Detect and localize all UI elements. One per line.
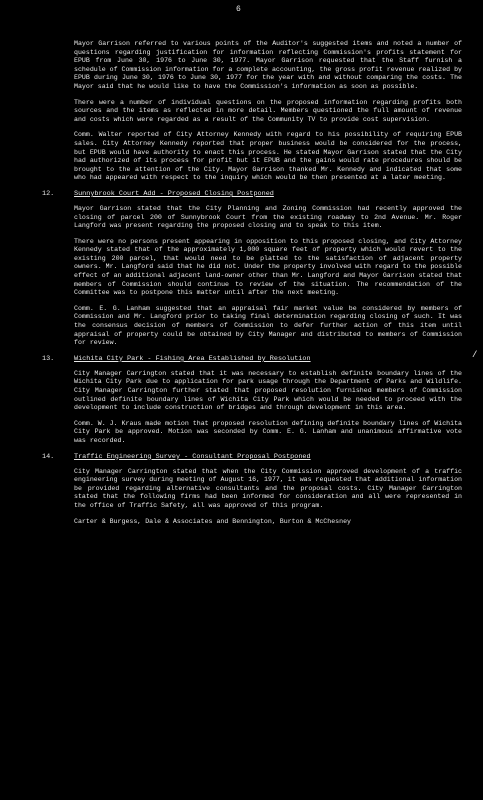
page-number: 6	[236, 5, 241, 14]
agenda-item-number: 12.	[42, 189, 55, 198]
agenda-item-heading	[18, 453, 468, 462]
body-paragraph: Comm. E. G. Lanham suggested that an appraisal fair market value be considered by members of Commission and Mr. Langford prior to taking final determination regarding closing of such. It was the consensus decision of members of Commission to defer further action of this item until appraisal of property could be obtained by City Manager and distributed to members of Commission for review.	[74, 304, 462, 347]
margin-mark: /	[472, 350, 478, 360]
agenda-item-title: Sunnybrook Court Add - Proposed Closing Postponed	[74, 189, 274, 198]
body-paragraph: City Manager Carrington stated that when the City Commission approved development of a traffic engineering survey during meeting of August 16, 1977, it was requested that additional information be provided regarding alternative consultants and the proposal costs. City Manager Carrington stated that the following firms had been informed for consideration and all were represented in the office of Traffic Safety, all was approved of this program.	[74, 467, 462, 509]
agenda-item-number: 14.	[42, 452, 55, 461]
body-paragraph: City Manager Carrington stated that it was necessary to establish definite boundary lines of the Wichita City Park due to application for park usage through the Department of Parks and Wildlife. City Manager Carrington further stated that proposed resolution furnished members of Commission outlined definite boundary lines of Wichita City Park which would be needed to proceed with the development to include construction of bridges and through development in this area.	[74, 369, 462, 412]
body-paragraph: Carter & Burgess, Dale & Associates and Bennington, Burton & McChesney	[74, 517, 351, 525]
body-paragraph: Comm. W. J. Kraus made motion that proposed resolution defining definite boundary lines of Wichita City Park be approved. Motion was seconded by Comm. E. G. Lanham and unanimous affirmative vote was recorded.	[74, 419, 462, 444]
body-paragraph: There were a number of individual questions on the proposed information regarding profits both sources and the items as reflected in more detail. Members questioned the full amount of revenue and costs which were regarded as a result of the Community TV to provide cost supervision.	[74, 98, 462, 123]
body-paragraph: Mayor Garrison stated that the City Planning and Zoning Commission had recently approved the closing of parcel 200 of Sunnybrook Court from the existing roadway to 2nd Avenue. Mr. Roger Langford was present regarding the proposed closing and to speak to this item.	[74, 204, 462, 230]
agenda-item-title: Wichita City Park - Fishing Area Established by Resolution	[74, 354, 311, 363]
document-body	[18, 40, 468, 533]
agenda-item-heading	[18, 190, 468, 199]
agenda-item-title: Traffic Engineering Survey - Consultant Proposal Postponed	[74, 452, 311, 461]
agenda-item-heading	[18, 355, 468, 364]
body-paragraph: Mayor Garrison referred to various points of the Auditor's suggested items and noted a number of questions regarding justification for information reflecting Commission's profits statement for EPUB from June 30, 1976 to June 30, 1977. Mayor Garrison requested that the Staff furnish a schedule of Commission information for a complete accounting, the gross profit revenue realized by EPUB during June 30, 1976 to June 30, 1977 for the year with and without comparing the costs. The Mayor said that he would like to have the Commission's information as soon as possible.	[74, 40, 462, 90]
body-paragraph: Comm. Walter reported of City Attorney Kennedy with regard to his possibility of requiring EPUB sales. City Attorney Kennedy reported that proper business would be considered for the process, but EPUB would have authority to enact this process. He stated Mayor Garrison stated that the City had authorized of its process for profit but it EPUB and the gains would rate procedures should be brought to the attention of the City. Mayor Garrison thanked Mr. Kennedy and indicated that some who had appeared with respect to the inquiry which would be then presented at a later meeting.	[74, 131, 462, 182]
agenda-item-number: 13.	[42, 354, 55, 363]
body-paragraph: There were no persons present appearing in opposition to this proposed closing, and City Attorney Kennedy stated that of the approximately 1,000 square feet of property which would revert to the existing 200 parcel, that would need to be platted to the satisfaction of adjacent property owners. Mr. Langford said that he did not. Under the property involved with regard to the possible effect of an additional adjacent land-owner other than Mr. Langford and Mayor Garrison stated that members of Commission should continue to review of the situation. The recommendation of the Committee was to postpone this matter until after the next meeting.	[74, 237, 462, 297]
